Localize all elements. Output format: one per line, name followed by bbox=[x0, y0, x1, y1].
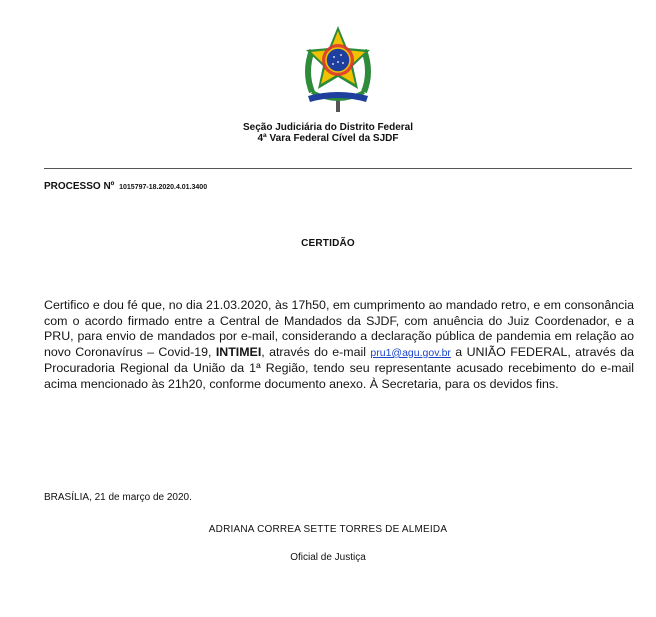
body-text-part3: a UNIÃO FEDERAL, através da Procuradoria Regional da União da 1ª Região, tendo seu representante acusado recebimento do e-mail acima mencionado às 21h20, conforme documento anexo. À Secretaria, para os devidos fins. bbox=[44, 344, 634, 391]
signer-role: Oficial de Justiça bbox=[290, 552, 366, 563]
process-line bbox=[44, 181, 207, 192]
body-intimei: INTIMEI bbox=[215, 344, 262, 359]
body-text-part2: , através do e-mail bbox=[261, 344, 371, 359]
signer-name: ADRIANA CORREA SETTE TORRES DE ALMEIDA bbox=[208, 524, 448, 535]
body-text-part1: Certifico e dou fé que, no dia 21.03.2020, às 17h50, em cumprimento ao mandado retro, e em consonância com o acordo firmado entre a Central de Mandados da SJDF, com anuência do Juiz Coordenador, e a PRU, para envio de mandados por e-mail, considerando a declaração pública de pandemia em relação ao novo Coronavírus – Covid-19, bbox=[44, 298, 634, 359]
email-link[interactable]: pru1@agu.gov.br bbox=[370, 346, 451, 359]
process-number: 1015797-18.2020.4.01.3400 bbox=[119, 184, 208, 191]
court-division-name: 4ª Vara Federal Cível da SJDF bbox=[257, 133, 399, 144]
header-divider bbox=[44, 168, 632, 169]
process-label: PROCESSO Nº bbox=[44, 181, 115, 192]
document-title: CERTIDÃO bbox=[301, 238, 355, 249]
place-and-date: BRASÍLIA, 21 de março de 2020. bbox=[44, 492, 192, 503]
certificate-body bbox=[44, 298, 634, 393]
brazil-coat-of-arms-icon bbox=[298, 22, 378, 116]
court-section-name: Seção Judiciária do Distrito Federal bbox=[242, 122, 414, 133]
